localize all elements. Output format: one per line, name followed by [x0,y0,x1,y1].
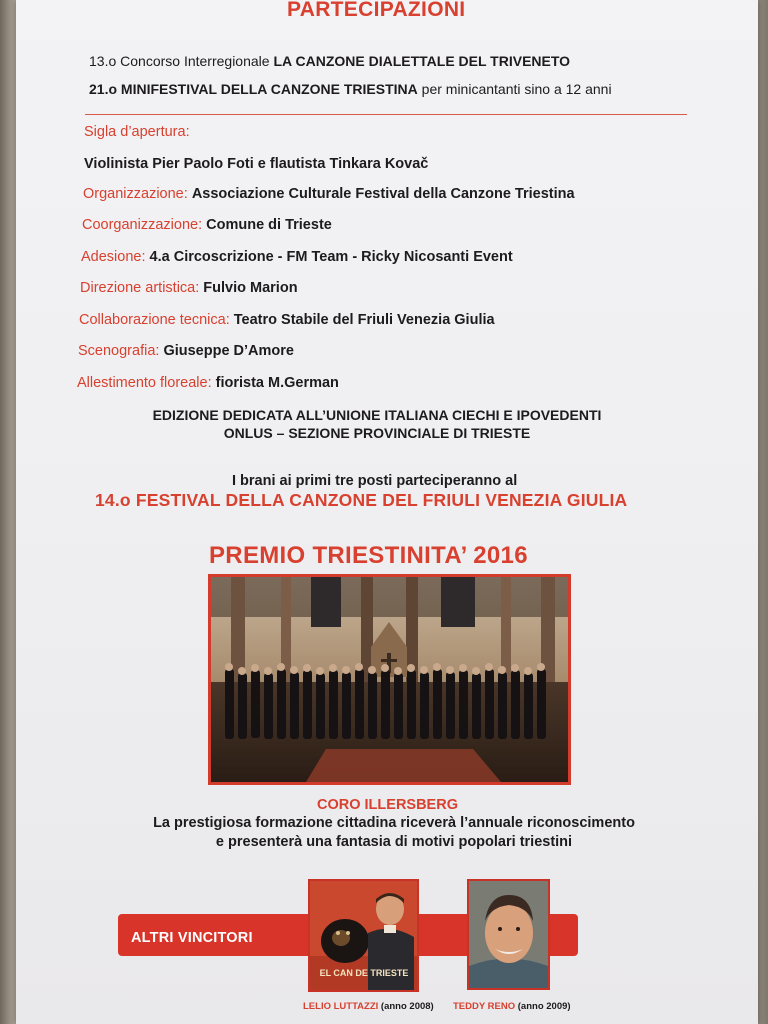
credit-value: Teatro Stabile del Friuli Venezia Giulia [233,312,495,328]
sigla-label: Sigla d’apertura: [84,124,190,140]
credit-value: Associazione Culturale Festival della Canzone Triestina [191,186,575,202]
winner-caption-luttazzi [303,1001,434,1012]
coro-description-1: La prestigiosa formazione cittadina riceverà l’annuale riconoscimento [153,815,635,831]
dedication-line-1: EDIZIONE DEDICATA ALL’UNIONE ITALIANA CIECHI E IPOVEDENTI [152,407,602,423]
credit-scenografia [78,343,294,359]
credit-label: Coorganizzazione: [82,217,203,233]
credit-label: Adesione: [81,249,146,265]
participation-2-text: 21.o MINIFESTIVAL DELLA CANZONE TRIESTINA [89,81,418,97]
divider-line [85,114,687,115]
participation-line-2 [89,81,612,97]
participation-2-bold: per minicantanti sino a 12 anni [417,81,612,97]
credit-value: Giuseppe D’Amore [163,343,294,359]
teddy-reno-portrait [469,881,548,988]
winner-caption-reno [453,1001,571,1012]
participation-line-1 [89,53,570,69]
credit-value: 4.a Circoscrizione - FM Team - Ricky Nicosanti Event [149,249,513,265]
credit-collaborazione-tecnica [79,312,495,328]
credit-label: Allestimento floreale: [77,375,212,391]
page-title: PARTECIPAZIONI [287,0,466,21]
credit-label: Collaborazione tecnica: [79,312,230,328]
winner-year: (anno 2009) [517,1001,571,1012]
album-cover-title: EL CAN DE TRIESTE [319,968,409,978]
credit-value: fiorista M.German [215,375,339,391]
winner-name: TEDDY RENO [453,1001,516,1012]
credit-organizzazione [83,186,575,202]
credit-allestimento-floreale [77,375,339,391]
teddy-reno-photo [467,879,550,990]
winner-name: LELIO LUTTAZZI [303,1001,379,1012]
credit-label: Organizzazione: [83,186,188,202]
choir-photo-image [211,577,568,782]
credit-adesione [81,249,513,265]
festival-title: 14.o FESTIVAL DELLA CANZONE DEL FRIULI VENEZIA GIULIA [95,490,628,510]
credit-value: Comune di Trieste [206,217,332,233]
credit-label: Direzione artistica: [80,280,200,296]
brani-text: I brani ai primi tre posti parteciperanno al [232,473,518,489]
choir-photo [208,574,571,785]
poster-sheet [16,0,758,1024]
winner-year: (anno 2008) [380,1001,434,1012]
luttazzi-album-cover [308,879,419,992]
coro-name: CORO ILLERSBERG [317,797,458,813]
credit-direzione-artistica [80,280,298,296]
premio-title: PREMIO TRIESTINITA’ 2016 [209,542,528,569]
coro-description-2: e presenterà una fantasia di motivi popolari triestini [215,834,573,850]
credit-value: Fulvio Marion [203,280,298,296]
participation-1-text: 13.o Concorso Interregionale [89,53,274,69]
sigla-value: Violinista Pier Paolo Foti e flautista Tinkara Kovač [84,156,429,172]
credit-label: Scenografia: [78,343,160,359]
dedication-line-2: ONLUS – SEZIONE PROVINCIALE DI TRIESTE [223,425,531,441]
participation-1-bold: LA CANZONE DIALETTALE DEL TRIVENETO [273,53,571,69]
altri-vincitori-label: ALTRI VINCITORI [131,930,253,946]
credit-coorganizzazione [82,217,332,233]
